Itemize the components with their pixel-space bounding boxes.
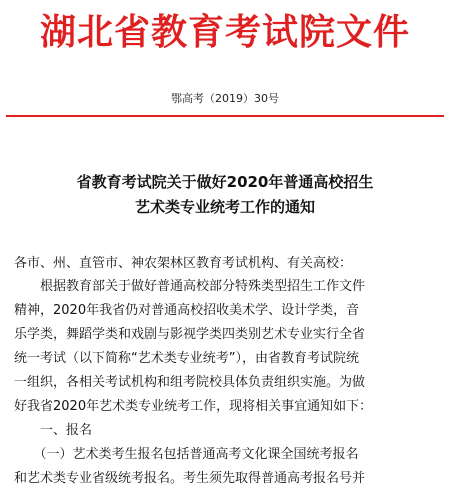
masthead-title: 湖北省教育考试院文件 [39, 11, 410, 53]
red-divider [6, 115, 444, 117]
body-line: （一）艺术类考生报名包括普通高考文化课全国统考报名 [14, 447, 359, 462]
section-heading: 一、报名 [14, 423, 93, 438]
body-line: 好我省2020年艺术类专业统考工作，现将相关事宜通知如下： [14, 399, 373, 414]
body-line: 统一考试（以下简称“艺术类专业统考”），由省教育考试院统 [14, 351, 359, 366]
document-number: 鄂高考（2019）30号 [171, 92, 279, 105]
body-line: 各市、州、直管市、神农架林区教育考试机构、有关高校： [14, 256, 353, 271]
body-line: 乐学类，舞蹈学类和戏剧与影视学类四类别艺术专业实行全省 [14, 327, 366, 342]
notice-title-line-1: 省教育考试院关于做好2020年普通高校招生 [76, 173, 374, 191]
body-line: 根据教育部关于做好普通高校部分特殊类型招生工作文件 [14, 279, 366, 294]
notice-title-line-2: 艺术类专业统考工作的通知 [134, 198, 315, 216]
body-line: 和艺术类专业省级统考报名。考生须先取得普通高考报名号并 [14, 471, 366, 486]
body-line: 精神，2020年我省仍对普通高校招收美术学、设计学类，音 [14, 303, 360, 318]
body-line: 一组织，各相关考试机构和组考院校具体负责组织实施。为做 [14, 375, 366, 390]
